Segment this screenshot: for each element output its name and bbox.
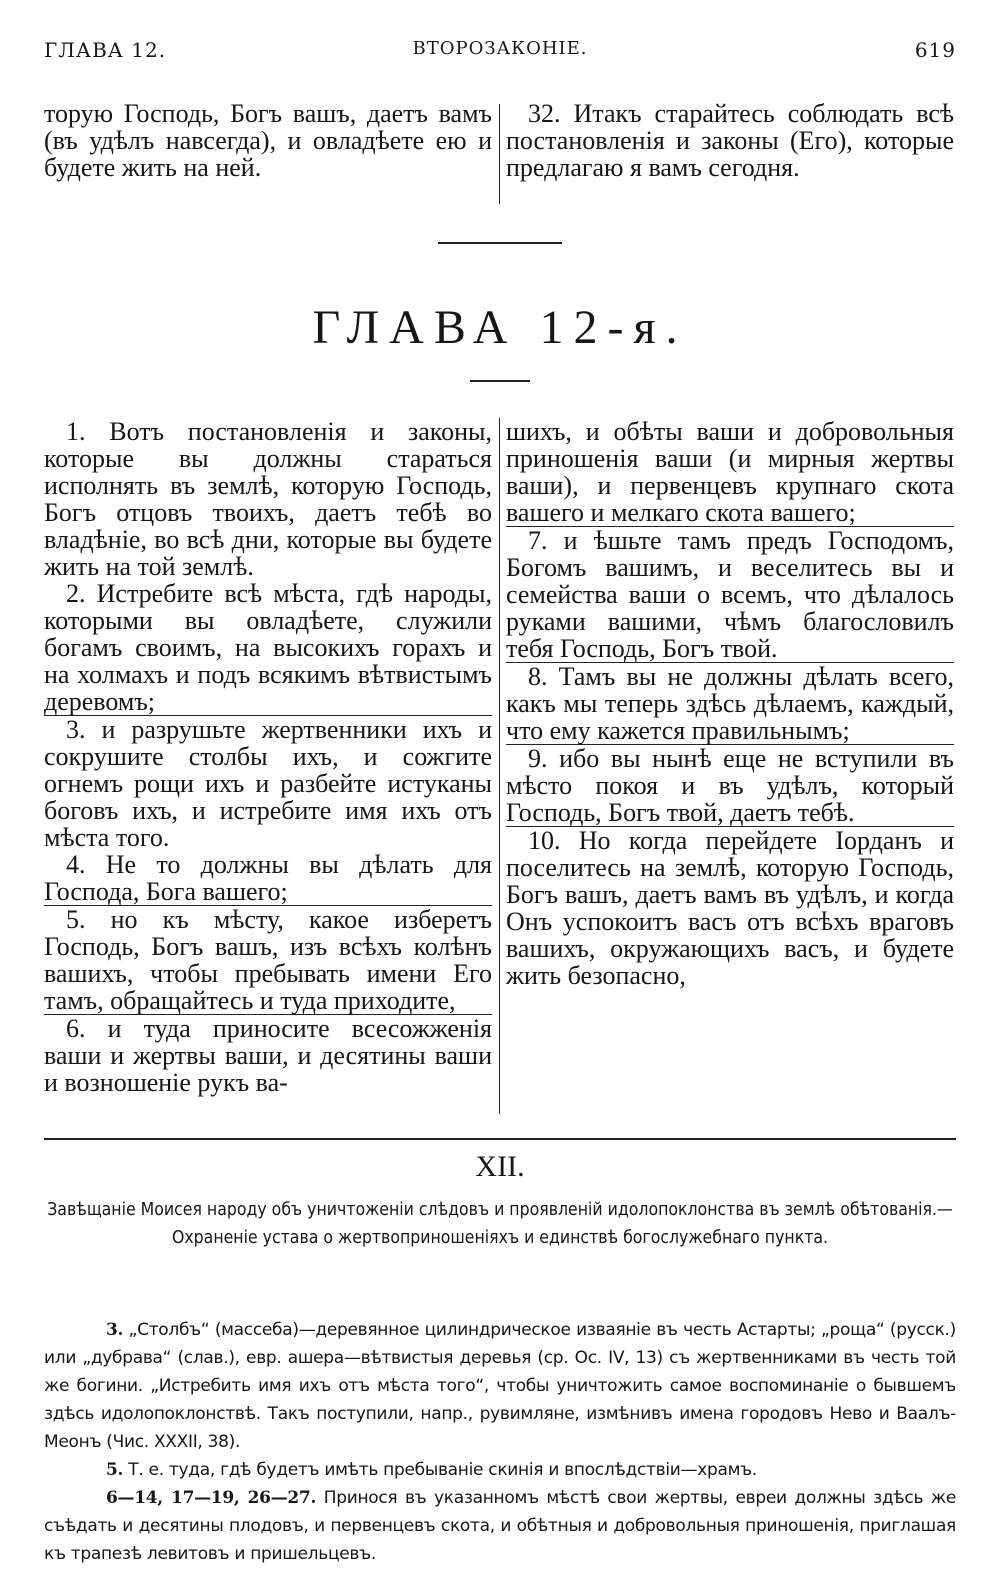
title-rule-top [438, 242, 562, 244]
verse: 6. и туда приносите всесожженія ваши и жертвы ваши, и десятины ваши и возношеніе рукъ ва- [44, 1014, 492, 1097]
verse: 10. Но когда перейдете Іорданъ и поселитесь на землѣ, которую Господь, Богъ вашъ, даетъ вамъ въ удѣлъ, и когда Онъ успокоитъ васъ отъ всѣхъ враговъ вашихъ, окружающихъ васъ, и будете жить безопасно, [506, 826, 954, 990]
commentary-notes [44, 1316, 956, 1568]
prev-left-column: торую Господь, Богъ вашъ, даетъ вамъ (въ удѣлъ навсегда), и овладѣете ею и будете жить на ней. [44, 99, 492, 182]
page-number: 619 [914, 38, 956, 62]
column-divider [499, 104, 500, 204]
note [44, 1484, 956, 1568]
verse: 3. и разрушьте жертвенники ихъ и сокрушите столбы ихъ, и сожгите огнемъ рощи ихъ и разбейте истуканы боговъ ихъ, и истребите имя ихъ отъ мѣста того. [44, 715, 492, 852]
verse: 1. Вотъ постановленія и законы, которые вы должны стараться исполнять въ землѣ, которую Господь, Богъ отцовъ твоихъ, даетъ тебѣ во владѣніе, во всѣ дни, которые вы будете жить на той землѣ. [44, 417, 492, 581]
running-header [44, 28, 956, 68]
note-text: Принося въ указанномъ мѣстѣ свои жертвы, евреи должны здѣсь же съѣдать и десятины плодовъ, и первенцевъ скота, и обѣтныя и добровольныя приношенія, приглашая къ трапезѣ левитовъ и пришельцевъ. [44, 1488, 956, 1564]
verses-right-column [506, 418, 954, 989]
note [44, 1316, 956, 1456]
verse: 8. Тамъ вы не должны дѣлать всего, какъ мы теперь здѣсь дѣлаемъ, каждый, что ему кажется правильнымъ; [506, 662, 954, 745]
prev-right-column: 32. Итакъ старайтесь соблюдать всѣ постановленія и законы (Его), которые предлагаю я вамъ сегодня. [506, 99, 954, 182]
column-divider [499, 418, 500, 1114]
verse-columns [44, 418, 956, 1126]
note-ref: 5. [106, 1460, 124, 1480]
verse: 7. и ѣшьте тамъ предъ Господомъ, Богомъ вашимъ, и веселитесь вы и семейства ваши о всемъ, что дѣлалось руками вашими, чѣмъ благословилъ тебя Господь, Богъ твой. [506, 526, 954, 663]
header-book-title: ВТОРОЗАКОНІЕ. [412, 38, 588, 59]
commentary-section-number: XII. [475, 1150, 525, 1183]
verse: 4. Не то должны вы дѣлать для Господа, Бога вашего; [44, 850, 492, 906]
note-text: Т. е. туда, гдѣ будетъ имѣть пребываніе скинія и впослѣдствіи—храмъ. [128, 1460, 757, 1480]
note-ref: 6—14, 17—19, 26—27. [106, 1488, 317, 1508]
chapter-summary: Завѣщаніе Моисея народу объ уничтоженіи слѣдовъ и проявленій идолопоклонства въ землѣ обѣтованія.—Охраненіе устава о жертвоприношеніяхъ и единствѣ богослужебнаго пункта. [47, 1200, 953, 1248]
commentary-rule [44, 1138, 956, 1140]
header-chapter: ГЛАВА 12. [44, 38, 167, 62]
verse: шихъ, и обѣты ваши и добровольныя приношенія ваши (и мирныя жертвы ваши), и первенцевъ крупнаго скота вашего и мелкаго скота вашего; [506, 417, 954, 527]
verse: 2. Истребите всѣ мѣста, гдѣ народы, которыми вы овладѣете, служили богамъ своимъ, на высокихъ горахъ и на холмахъ и подъ всякимъ вѣтвистымъ деревомъ; [44, 579, 492, 716]
chapter-title: ГЛАВА 12-я. [312, 301, 688, 354]
previous-chapter-ending [44, 100, 956, 212]
note-text: „Столбъ“ (массеба)—деревянное цилиндрическое изваяніе въ честь Астарты; „роща“ (русск.) или „дубрава“ (слав.), евр. ашера—вѣтвистыя деревья (ср. Ос. IV, 13) съ жертвенниками въ честь той же богини. „Истребить имя ихъ отъ мѣста того“, чтобы уничтожить самое воспоминаніе о бывшемъ здѣсь идолопоклонствѣ. Такъ поступили, напр., рувимляне, измѣнивъ имена городовъ Нево и Ваалъ-Меонъ (Чис. XXXII, 38). [44, 1320, 956, 1452]
note [44, 1456, 956, 1484]
verse: 5. но къ мѣсту, какое изберетъ Господь, Богъ вашъ, изъ всѣхъ колѣнъ вашихъ, чтобы пребывать имени Его тамъ, обращайтесь и туда приходите, [44, 905, 492, 1015]
verse: 9. ибо вы нынѣ еще не вступили въ мѣсто покоя и въ удѣлъ, который Господь, Богъ твой, даетъ тебѣ. [506, 744, 954, 827]
title-rule-bottom [470, 380, 530, 382]
verses-left-column [44, 418, 492, 1096]
note-ref: 3. [106, 1320, 124, 1340]
